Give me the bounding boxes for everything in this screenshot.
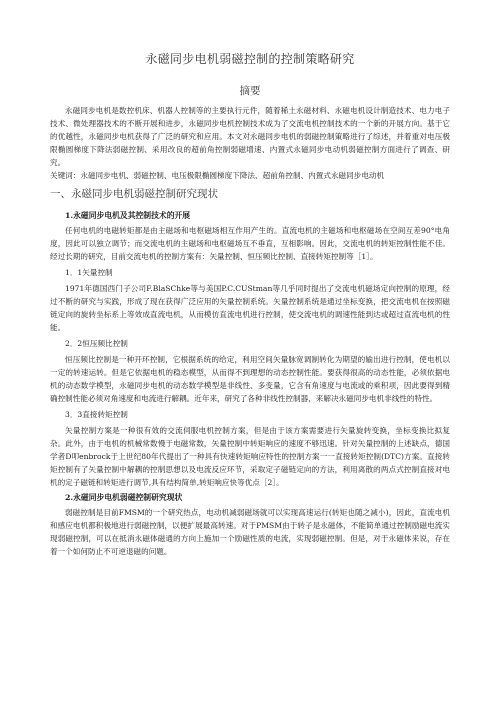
item2-paragraph: 恒压频比控制是一种开环控制，它根据系统的给定，利用空间矢量脉宽调制转化为期望的输出进行控制，使电机以一定的转速运转。但是它依据电机的稳态模型，从而得不到理想的动态控制性能。要获得很高的动态性能，必须依据电机的动态数学模型，永磁同步电机的动态数学模型是非线性、多变量，它含有角速度与电流或的乘积项，因此要得到精确控制性能必须对角速度和电流进行解耦。近年来，研究了各种非线性控制器，来解决永磁同步电机非线性的特性。 bbox=[50, 355, 450, 403]
item1-paragraph: 1971年德国西门子公司F.BlaSChke等与美国P.C.CUStman等几乎同时提出了交流电机磁场定向控制的原理，经过不断的研究与实践，形成了现在获得广泛应用的矢量控制系统。矢量控制系统是通过坐标变换，把交流电机在按照磁链定向的旋转坐标系上等效成直流电机，从而模仿直流电机进行控制，使交流电机的调速性能到达或超过直流电机的性能。 bbox=[50, 284, 450, 332]
paper-title: 永磁同步电机弱磁控制的控制策略研究 bbox=[145, 52, 355, 66]
subsection1-heading: 1.永磁同步电机及其控制技术的开展 bbox=[65, 211, 191, 220]
item2-heading: 2．2恒压频比控制 bbox=[65, 339, 128, 348]
item3-paragraph: 矢量控制方案是一种很有效的交流伺服电机控制方案，但是由于该方案需要进行矢量旋转变换，坐标变换比拟复杂。此外，由于电机的机械常数慢于电磁常数，矢量控制中转矩响应的速度不够迅速。针对矢量控制的上述缺点，德国学者D叩enbrock于上世纪80年代提出了一种具有快速转矩响应特性的控制方案一一直接转矩控制(DTC)方案。直接转矩控制有了矢量控制中解耦的控制思想以及电流反应环节，采取定子磁链定向的方法，利用离散的两点式控制直接对电机的定子磁链和转矩进行调节,具有结构简单,转矩响应快等优点［2］。 bbox=[50, 426, 450, 487]
section1-heading: 一、永磁同步电机弱磁控制研究现状 bbox=[50, 188, 218, 200]
subsection2-paragraph: 弱磁控制是目前FMSM的一个研究热点，电动机减弱磁场就可以实现高速运行(转矩也随之减小)，因此，直流电机和感应电机都积极地进行弱磁控制，以便扩展最高转速。对于PMSM由于转子是永磁体，不能简单通过控制励磁电流实现弱磁控制，可以在抵消永磁体磁通的方向上施加一个励磁性质的电流，实现弱磁控制。但是，对于永磁体来说，存在着一个如何防止不可逆退磁的问题。 bbox=[50, 508, 450, 556]
abstract-text: 永磁同步电机是数控机床、机器人控制等的主要执行元件，随着稀土永磁材料、永磁电机设计制造技术、电力电子技术、微处理器技术的不断开展和进步，永磁同步电机控制技术成为了交流电机控制技术的一个新的开展方向。基于它的优越性，永磁同步电机获得了广泛的研究和应用。本文对永磁同步电机的弱磁控制策略进行了综述，并着重对电压极限椭圆梯度下降法弱磁控制、采用改良的超前角控制弱磁增速、内置式永磁同步电动机弱磁控制方面进行了调查、研究。 bbox=[50, 106, 450, 167]
item1-heading: 1．1矢量控制 bbox=[65, 268, 113, 277]
keywords: 关键词：永磁同步电机、弱磁控制、电压极限椭圆梯度下降法、超前角控制、内置式永磁同步电动机 bbox=[50, 171, 385, 180]
abstract-heading: 摘要 bbox=[239, 85, 261, 97]
subsection1-paragraph: 任何电机的电磁转矩都是由主磁场和电枢磁场相互作用产生的。直流电机的主磁场和电枢磁场在空间互差90°电角度，因此可以独立调节；而交流电机的主磁场和电枢磁场互不垂直，互相影响。因此，交流电机的转矩控制性能不佳。经过长期的研究，目前交流电机的控制方案有：矢量控制、恒压频比控制、直接转矩控制等［1］。 bbox=[50, 226, 450, 261]
item3-heading: 3．3直接转矩控制 bbox=[65, 410, 128, 419]
subsection2-heading: 2.永磁同步电机弱磁控制研究现状 bbox=[65, 493, 183, 502]
